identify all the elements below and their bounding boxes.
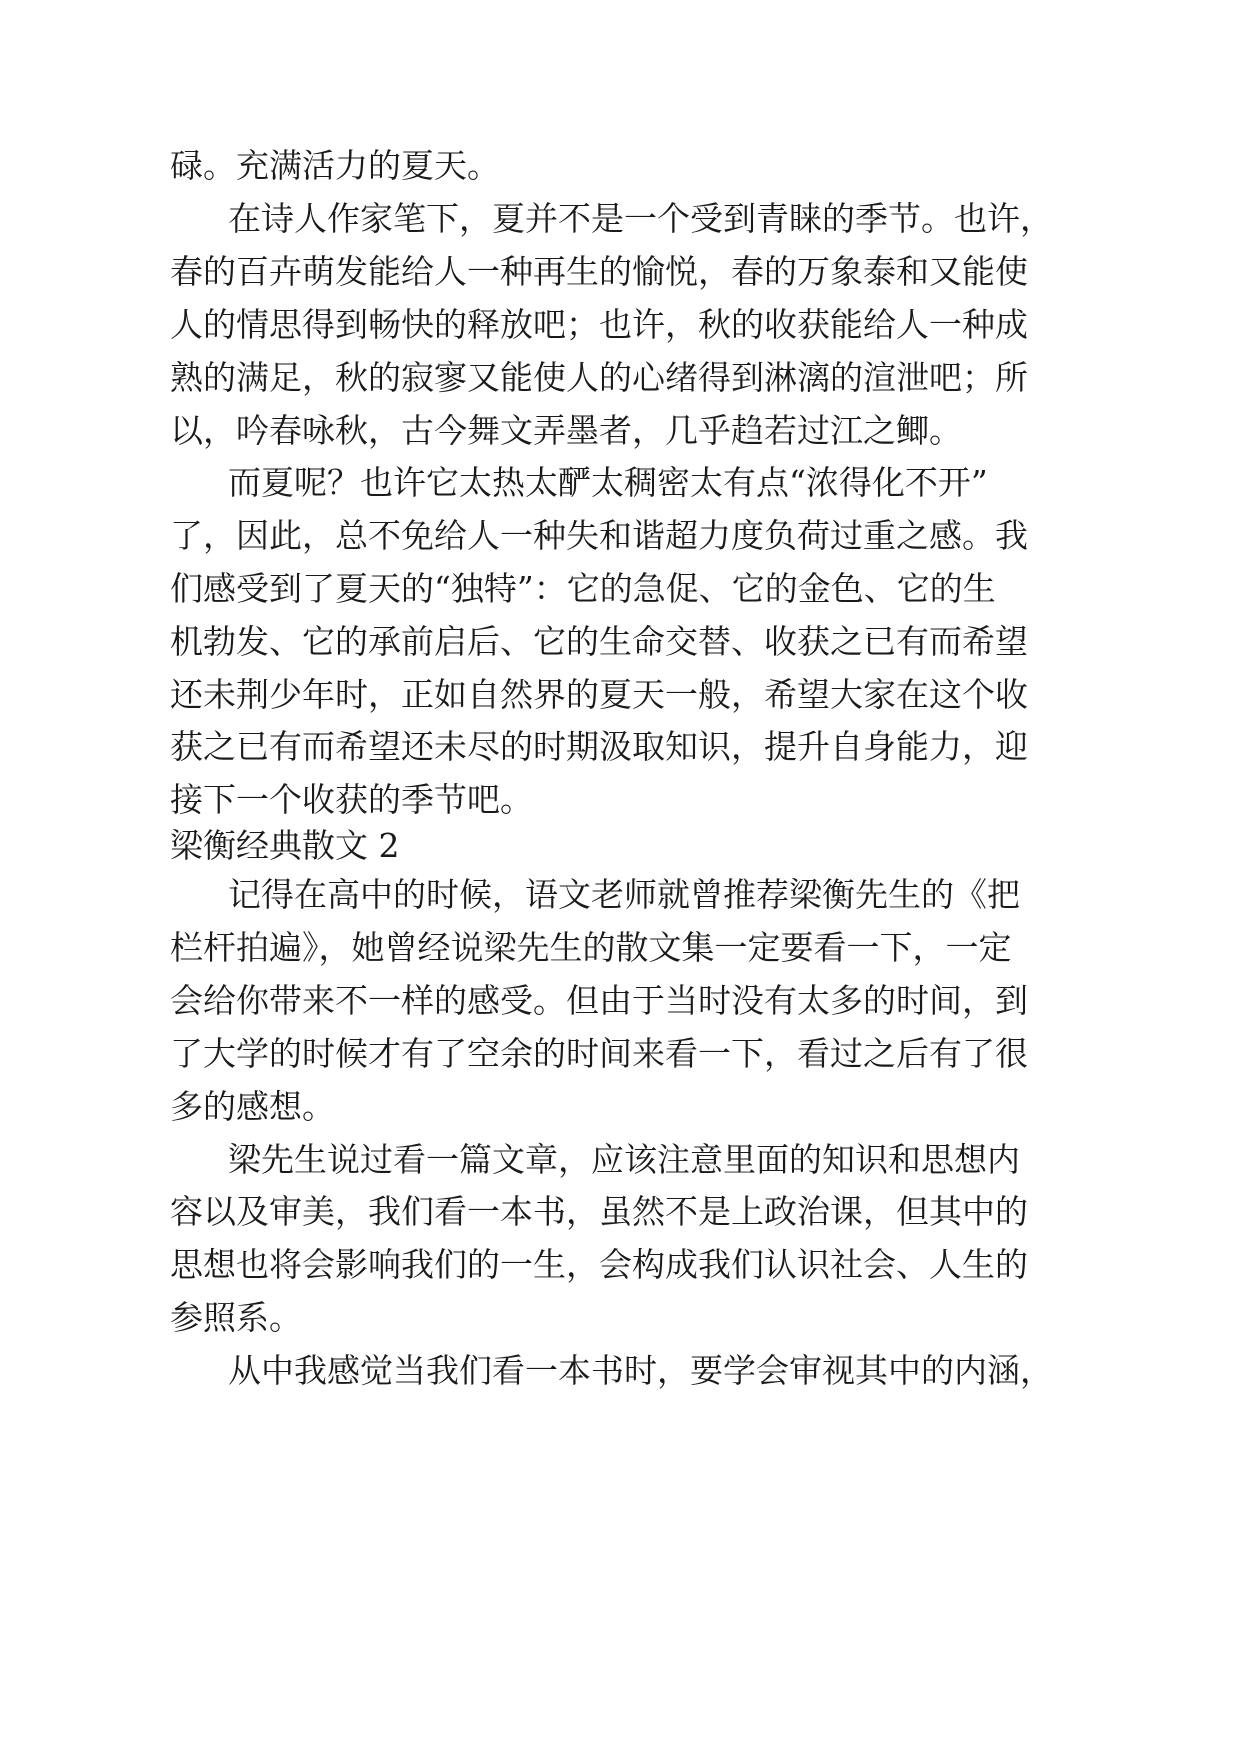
text-line: 以，吟春咏秋，古今舞文弄墨者，几乎趋若过江之鲫。 bbox=[170, 411, 962, 450]
text-line: 获之已有而希望还未尽的时期汲取知识，提升自身能力，迎 bbox=[170, 727, 1028, 766]
text-line: 在诗人作家笔下，夏并不是一个受到青睐的季节。也许， bbox=[228, 199, 1053, 238]
text-line: 思想也将会影响我们的一生，会构成我们认识社会、人生的 bbox=[170, 1245, 1028, 1284]
text-line: 记得在高中的时候，语文老师就曾推荐梁衡先生的《把 bbox=[228, 875, 1020, 914]
text-line: 会给你带来不一样的感受。但由于当时没有太多的时间，到 bbox=[170, 981, 1028, 1020]
text-line: 从中我感觉当我们看一本书时，要学会审视其中的内涵， bbox=[228, 1351, 1053, 1390]
text-line: 碌。充满活力的夏天。 bbox=[170, 146, 500, 185]
text-line: 人的情思得到畅快的释放吧；也许，秋的收获能给人一种成 bbox=[170, 305, 1028, 344]
text-line: 了，因此，总不免给人一种失和谐超力度负荷过重之感。我 bbox=[170, 516, 1028, 555]
text-line: 们感受到了夏天的“独特”：它的急促、它的金色、它的生 bbox=[170, 569, 996, 608]
text-line: 多的感想。 bbox=[170, 1087, 335, 1126]
text-line: 梁先生说过看一篇文章，应该注意里面的知识和思想内 bbox=[228, 1140, 1020, 1179]
text-line: 了大学的时候才有了空余的时间来看一下，看过之后有了很 bbox=[170, 1034, 1028, 1073]
text-line: 栏杆拍遍》，她曾经说梁先生的散文集一定要看一下，一定 bbox=[170, 928, 1012, 967]
text-line: 机勃发、它的承前启后、它的生命交替、收获之已有而希望 bbox=[170, 622, 1028, 661]
text-line: 容以及审美，我们看一本书，虽然不是上政治课，但其中的 bbox=[170, 1192, 1028, 1231]
text-line: 参照系。 bbox=[170, 1298, 302, 1337]
section-heading: 梁衡经典散文 2 bbox=[170, 826, 400, 865]
text-line: 春的百卉萌发能给人一种再生的愉悦，春的万象泰和又能使 bbox=[170, 252, 1028, 291]
text-line: 接下一个收获的季节吧。 bbox=[170, 780, 533, 819]
text-line: 还未荆少年时，正如自然界的夏天一般，希望大家在这个收 bbox=[170, 675, 1028, 714]
text-line: 熟的满足，秋的寂寥又能使人的心绪得到淋漓的渲泄吧；所 bbox=[170, 358, 1028, 397]
text-line: 而夏呢？也许它太热太酽太稠密太有点“浓得化不开” bbox=[228, 463, 988, 502]
